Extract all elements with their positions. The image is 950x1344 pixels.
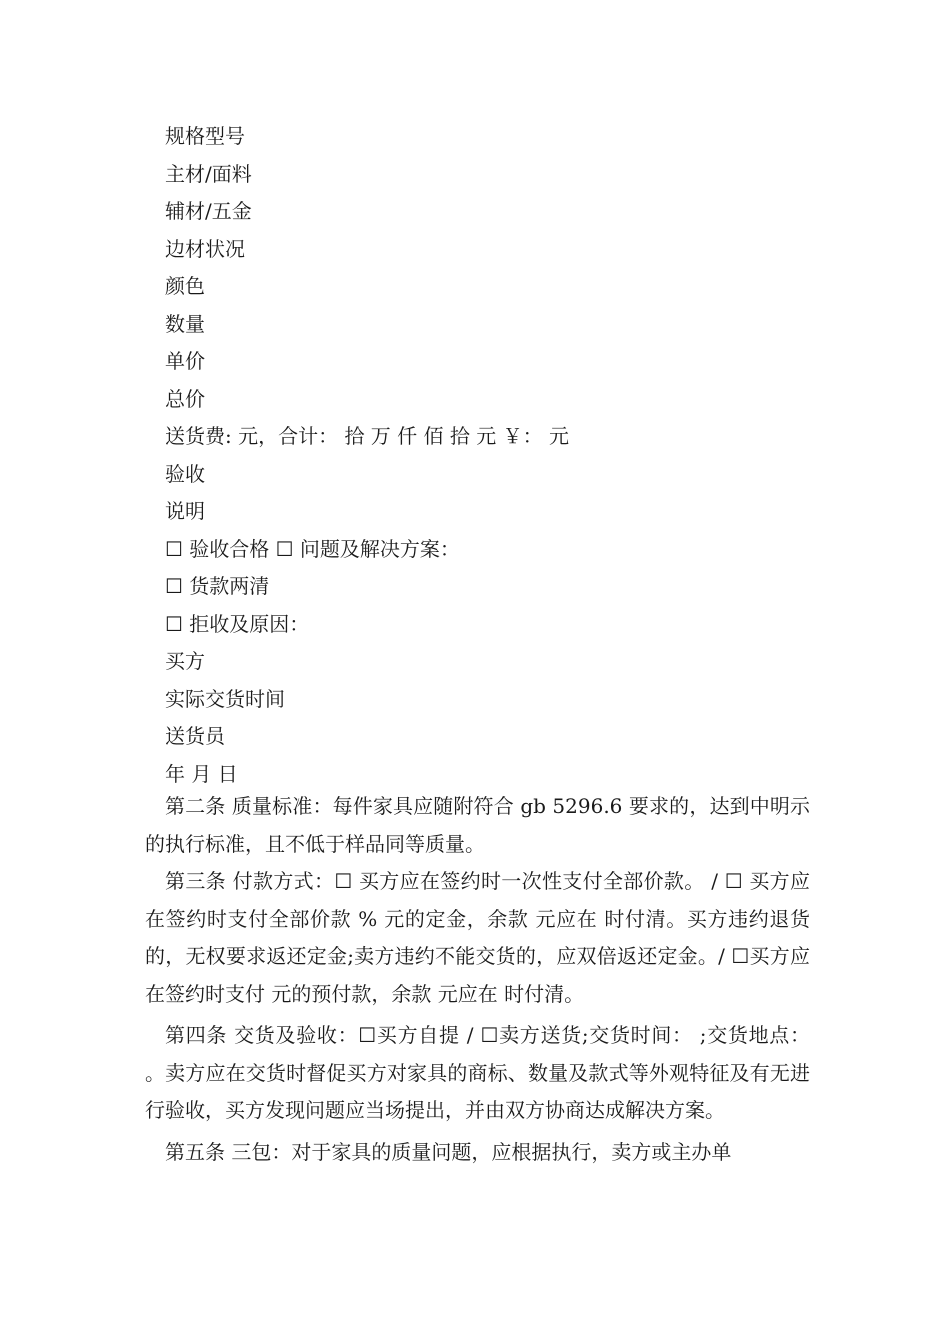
field-total-price: 总价: [165, 386, 205, 411]
contract-clauses: [145, 788, 810, 1175]
field-delivery-fee: 送货费: 元，合计： 拾 万 仟 佰 拾 元 ￥： 元: [165, 424, 569, 448]
field-notes: 说明: [165, 499, 205, 523]
clause-payment-method: 第三条 付款方式：☐ 买方应在签约时一次性支付全部价款。 / ☐ 买方应在签约时支付全部价款 % 元的定金，余款 元应在 时付清。买方违约退货的，无权要求返还定金;卖方违约不能交货的，应双倍返还定金。/ ☐买方应在签约时支付 元的预付款，余款 元应在 时付清。: [145, 869, 810, 1006]
form-field-list: [165, 118, 825, 793]
field-main-material: 主材/面料: [165, 161, 252, 186]
field-actual-delivery-time: 实际交货时间: [165, 686, 285, 711]
field-aux-material: 辅材/五金: [165, 199, 252, 223]
field-edge-condition: 边材状况: [165, 236, 245, 261]
field-unit-price: 单价: [165, 349, 205, 373]
clause-warranty: 第五条 三包：对于家具的质量问题，应根据执行，卖方或主办单: [165, 1139, 732, 1164]
field-delivery-person: 送货员: [165, 724, 225, 748]
field-spec-model: 规格型号: [165, 124, 245, 148]
field-payment-settled: ☐ 货款两清: [165, 574, 270, 598]
clause-quality-standard: 第二条 质量标准：每件家具应随附符合 gb 5296.6 要求的，达到中明示的执行标准，且不低于样品同等质量。: [145, 794, 810, 856]
field-rejection-reason: ☐ 拒收及原因：: [165, 611, 310, 636]
field-date: 年 月 日: [165, 761, 238, 786]
field-acceptance: 验收: [165, 461, 205, 486]
field-quantity: 数量: [165, 311, 205, 336]
clause-delivery-acceptance: 第四条 交货及验收：☐买方自提 / ☐卖方送货;交货时间： ;交货地点： 。卖方应在交货时督促买方对家具的商标、数量及款式等外观特征及有无进行验收，买方发现问题应当场提出，并由双方协商达成解决方案。: [145, 1023, 810, 1122]
field-buyer: 买方: [165, 649, 205, 673]
field-color: 颜色: [165, 274, 205, 298]
field-acceptance-options: ☐ 验收合格 ☐ 问题及解决方案：: [165, 536, 460, 561]
